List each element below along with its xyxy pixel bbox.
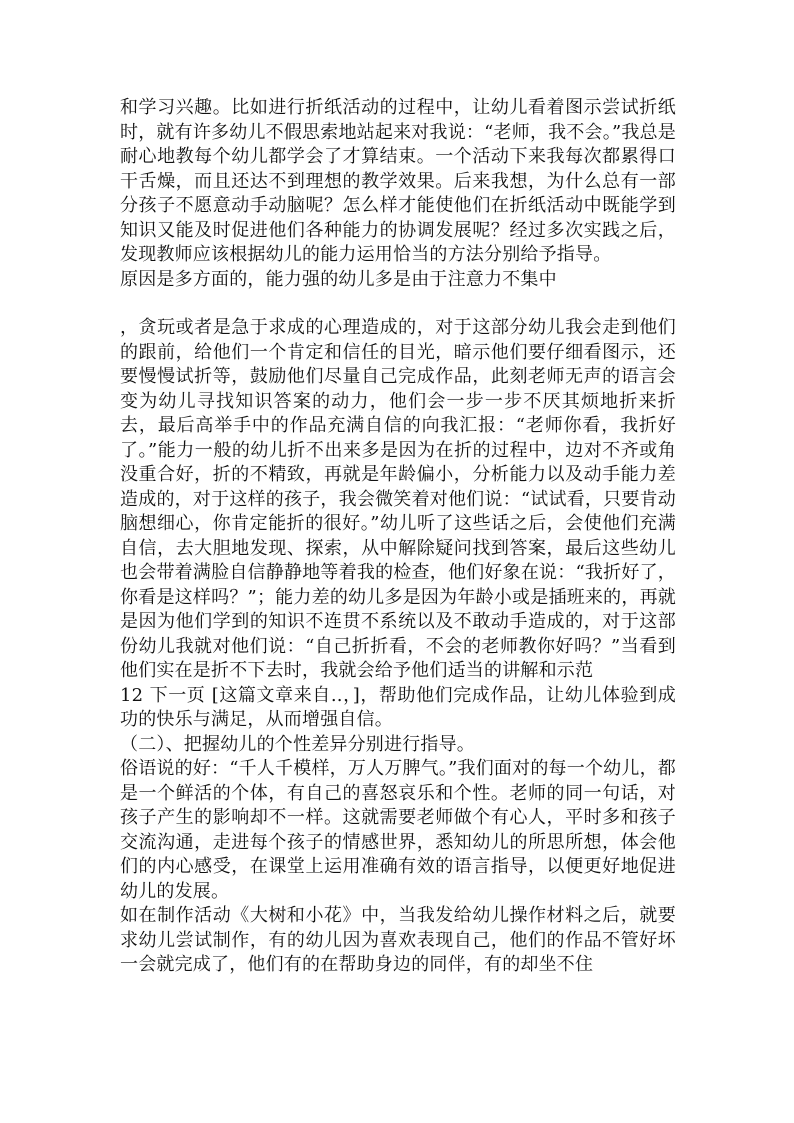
section-heading: （二）、把握幼儿的个性差异分别进行指导。 xyxy=(120,733,475,755)
paragraph-gap xyxy=(120,292,676,316)
document-body xyxy=(120,96,676,978)
paragraph-4: 12 下一页 [这篇文章来自..，]，帮助他们完成作品，让幼儿体验到成功的快乐与满足，从而增强自信。 xyxy=(120,684,676,730)
paragraph-1: 和学习兴趣。比如进行折纸活动的过程中，让幼儿看着图示尝试折纸时，就有许多幼儿不假思索地站起来对我说：“老师，我不会。”我总是耐心地教每个幼儿都学会了才算结束。一个活动下来我每次都累得口干舌燥，而且还达不到理想的教学效果。后来我想，为什么总有一部分孩子不愿意动手动脑呢？怎么样才能使他们在折纸活动中既能学到知识又能及时促进他们各种能力的协调发展呢？经过多次实践之后，发现教师应该根据幼儿的能力运用恰当的方法分别给予指导。 xyxy=(120,97,676,265)
paragraph-2: 原因是多方面的，能力强的幼儿多是由于注意力不集中 xyxy=(120,268,557,290)
paragraph-5: 俗语说的好：“千人千模样，万人万脾气。”我们面对的每一个幼儿，都是一个鲜活的个体，有自己的喜怒哀乐和个性。老师的同一句话，对孩子产生的影响却不一样。这就需要老师做个有心人，平时多和孩子交流沟通，走进每个孩子的情感世界，悉知幼儿的所思所想，体会他们的内心感受，在课堂上运用准确有效的语言指导，以便更好地促进幼儿的发展。 xyxy=(120,758,676,902)
paragraph-3: ，贪玩或者是急于求成的心理造成的，对于这部分幼儿我会走到他们的跟前，给他们一个肯定和信任的目光，暗示他们要仔细看图示，还要慢慢试折等，鼓励他们尽量自己完成作品，此刻老师无声的语言会变为幼儿寻找知识答案的动力，他们会一步一步不厌其烦地折来折去，最后高举手中的作品充满自信的向我汇报：“老师你看，我折好了。”能力一般的幼儿折不出来多是因为在折的过程中，边对不齐或角没重合好，折的不精致，再就是年龄偏小，分析能力以及动手能力差造成的，对于这样的孩子，我会微笑着对他们说：“试试看，只要肯动脑想细心，你肯定能折的很好。”幼儿听了这些话之后，会使他们充满自信，去大胆地发现、探索，从中解除疑问找到答案，最后这些幼儿也会带着满脸自信静静地等着我的检查，他们好象在说：“我折好了，你看是这样吗？”；能力差的幼儿多是因为年龄小或是插班来的，再就是因为他们学到的知识不连贯不系统以及不敢动手造成的，对于这部份幼儿我就对他们说：“自己折折看，不会的老师教你好吗？”当看到他们实在是折不下去时，我就会给予他们适当的讲解和示范 xyxy=(120,317,676,681)
paragraph-6: 如在制作活动《大树和小花》中，当我发给幼儿操作材料之后，就要求幼儿尝试制作，有的幼儿因为喜欢表现自己，他们的作品不管好坏一会就完成了，他们有的在帮助身边的同伴，有的却坐不住 xyxy=(120,905,676,975)
